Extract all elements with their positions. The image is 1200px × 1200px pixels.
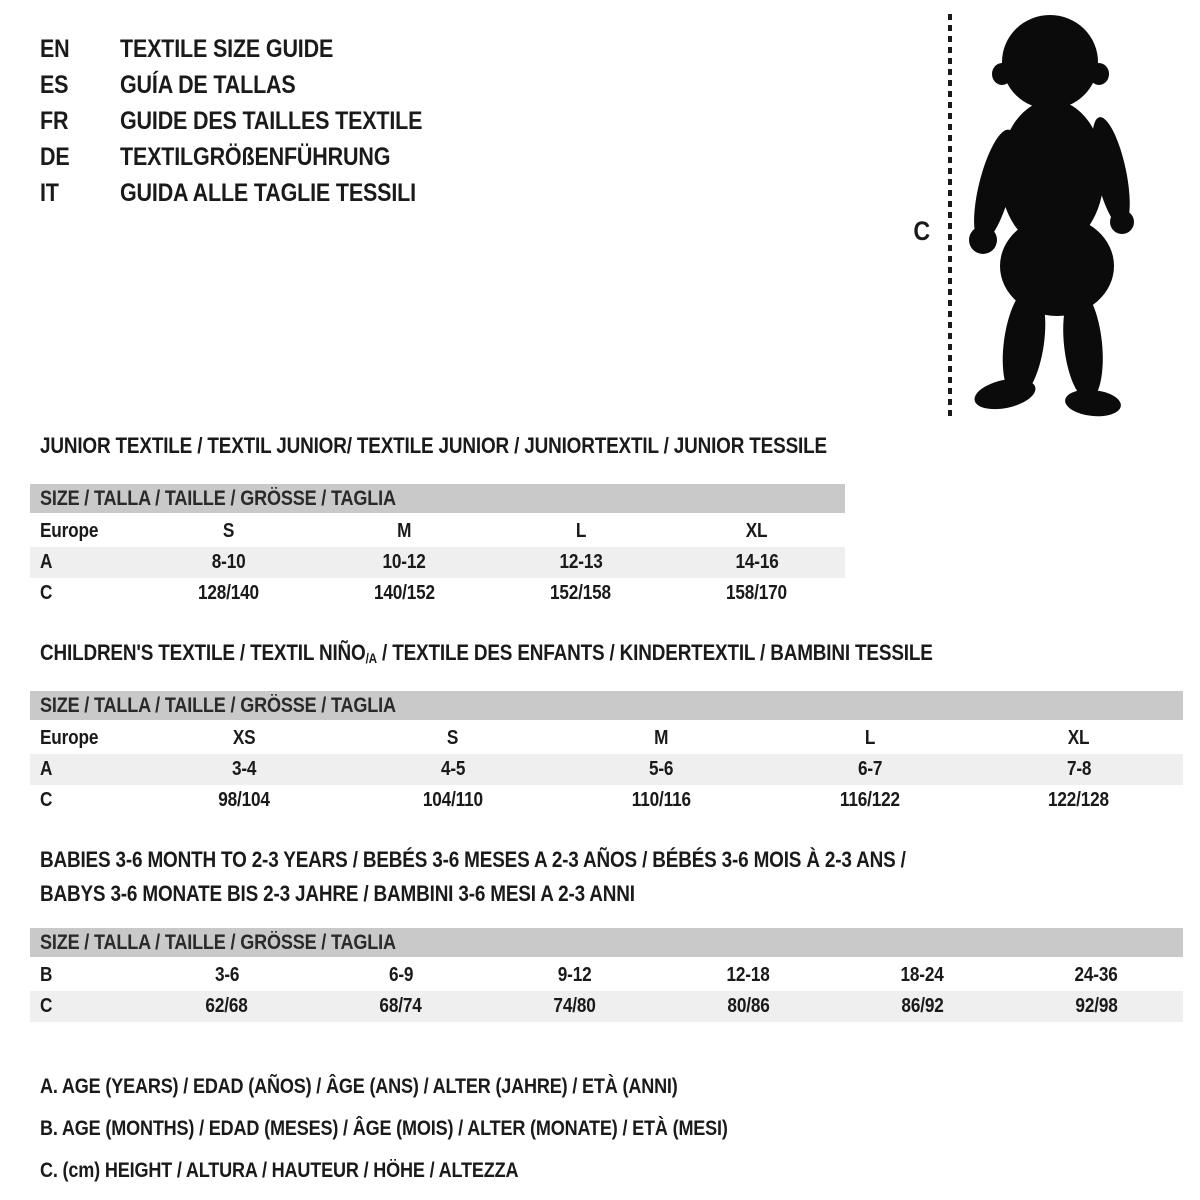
lang-title: TEXTILGRÖßENFÜHRUNG bbox=[120, 142, 391, 171]
babies-section-title: BABIES 3-6 MONTH TO 2-3 YEARS / BEBÉS 3-6 MESES A 2-3 AÑOS / BÉBÉS 3-6 MOIS À 2-3 ANS / BABYS 3-6 MONATE BIS 2-3 JAHRE / BAMBINI 3-6 MESI A 2-3 ANNI bbox=[40, 847, 906, 906]
table-cell: 62/68 bbox=[205, 995, 249, 1017]
lang-row-fr bbox=[40, 103, 472, 139]
nino-a-subscript: /A bbox=[365, 651, 377, 666]
table-row bbox=[30, 960, 1183, 991]
lang-row-it bbox=[40, 175, 472, 211]
table-cell: 122/128 bbox=[1048, 789, 1110, 811]
table-cell: S bbox=[447, 727, 459, 749]
table-cell: 6-9 bbox=[388, 964, 413, 986]
table-cell: 8-10 bbox=[211, 551, 245, 573]
lang-title: GUÍA DE TALLAS bbox=[120, 70, 296, 99]
height-dashed-line bbox=[948, 14, 952, 416]
table-cell: M bbox=[397, 520, 412, 542]
table-cell: 86/92 bbox=[901, 995, 944, 1017]
table-cell: 24-36 bbox=[1074, 964, 1118, 986]
children-size-table bbox=[30, 691, 1183, 816]
legend-age-years: A. AGE (YEARS) / EDAD (AÑOS) / ÂGE (ANS) / ALTER (JAHRE) / ETÀ (ANNI) bbox=[40, 1075, 678, 1098]
lang-code: FR bbox=[40, 106, 69, 135]
toddler-silhouette-image bbox=[962, 14, 1145, 419]
row-label: B bbox=[40, 964, 53, 986]
table-cell: 110/116 bbox=[631, 789, 692, 811]
table-cell: 10-12 bbox=[382, 551, 426, 573]
size-header-bar: SIZE / TALLA / TAILLE / GRÖSSE / TAGLIA bbox=[30, 928, 1183, 957]
lang-code: IT bbox=[40, 178, 59, 207]
table-row bbox=[30, 991, 1183, 1022]
table-cell: 158/170 bbox=[726, 582, 788, 604]
measurement-legend bbox=[40, 1066, 840, 1192]
row-label: A bbox=[40, 758, 53, 780]
table-cell: 92/98 bbox=[1074, 995, 1118, 1017]
table-cell: 12-18 bbox=[726, 964, 770, 986]
table-cell: 128/140 bbox=[197, 582, 259, 604]
row-label: Europe bbox=[40, 727, 99, 749]
table-row bbox=[30, 547, 845, 578]
table-cell: 12-13 bbox=[559, 551, 603, 573]
table-cell: XS bbox=[232, 727, 256, 749]
table-cell: 98/104 bbox=[218, 789, 271, 811]
table-cell: M bbox=[654, 727, 669, 749]
table-cell: XL bbox=[746, 520, 768, 542]
size-header-bar: SIZE / TALLA / TAILLE / GRÖSSE / TAGLIA bbox=[30, 484, 845, 513]
table-cell: 4-5 bbox=[440, 758, 466, 780]
lang-code: ES bbox=[40, 70, 69, 99]
table-cell: XL bbox=[1067, 727, 1090, 749]
lang-title: TEXTILE SIZE GUIDE bbox=[120, 34, 334, 63]
lang-row-es bbox=[40, 67, 472, 103]
row-label: Europe bbox=[40, 520, 99, 542]
table-cell: 14-16 bbox=[735, 551, 779, 573]
junior-size-table bbox=[30, 484, 845, 609]
table-cell: 104/110 bbox=[422, 789, 483, 811]
table-cell: L bbox=[575, 520, 586, 542]
lang-row-en bbox=[40, 31, 472, 67]
legend-age-months: B. AGE (MONTHS) / EDAD (MESES) / ÂGE (MOIS) / ALTER (MONATE) / ETÀ (MESI) bbox=[40, 1117, 728, 1140]
size-header-bar: SIZE / TALLA / TAILLE / GRÖSSE / TAGLIA bbox=[30, 691, 1183, 720]
table-cell: 116/122 bbox=[840, 789, 901, 811]
row-label: C bbox=[40, 582, 53, 604]
lang-title: GUIDA ALLE TAGLIE TESSILI bbox=[120, 178, 416, 207]
table-cell: 7-8 bbox=[1066, 758, 1091, 780]
table-cell: 9-12 bbox=[557, 964, 592, 986]
lang-code: DE bbox=[40, 142, 70, 171]
table-cell: 74/80 bbox=[553, 995, 596, 1017]
height-measure-label: C bbox=[913, 216, 930, 246]
legend-height-cm: C. (cm) HEIGHT / ALTURA / HAUTEUR / HÖHE / ALTEZZA bbox=[40, 1159, 519, 1182]
language-title-list bbox=[40, 31, 472, 211]
table-cell: S bbox=[222, 520, 234, 542]
junior-section-title: JUNIOR TEXTILE / TEXTIL JUNIOR/ TEXTILE JUNIOR / JUNIORTEXTIL / JUNIOR TESSILE bbox=[40, 433, 827, 458]
row-label: C bbox=[40, 995, 53, 1017]
table-cell: 6-7 bbox=[857, 758, 883, 780]
table-cell: 68/74 bbox=[379, 995, 422, 1017]
babies-size-table bbox=[30, 928, 1183, 1022]
table-cell: 5-6 bbox=[649, 758, 674, 780]
row-label: C bbox=[40, 789, 53, 811]
children-section-title: CHILDREN'S TEXTILE / TEXTIL NIÑO/A / TEXTILE DES ENFANTS / KINDERTEXTIL / BAMBINI TESSILE bbox=[40, 640, 933, 666]
table-cell: 152/158 bbox=[550, 582, 612, 604]
table-cell: 3-6 bbox=[214, 964, 240, 986]
lang-row-de bbox=[40, 139, 472, 175]
row-label: A bbox=[40, 551, 53, 573]
table-cell: L bbox=[864, 727, 876, 749]
table-row bbox=[30, 754, 1183, 785]
table-row bbox=[30, 785, 1183, 816]
table-row bbox=[30, 516, 845, 547]
table-cell: 140/152 bbox=[373, 582, 435, 604]
table-cell: 80/86 bbox=[727, 995, 770, 1017]
table-cell: 3-4 bbox=[232, 758, 257, 780]
table-cell: 18-24 bbox=[900, 964, 944, 986]
table-row bbox=[30, 723, 1183, 754]
lang-code: EN bbox=[40, 34, 70, 63]
table-row bbox=[30, 578, 845, 609]
lang-title: GUIDE DES TAILLES TEXTILE bbox=[120, 106, 423, 135]
